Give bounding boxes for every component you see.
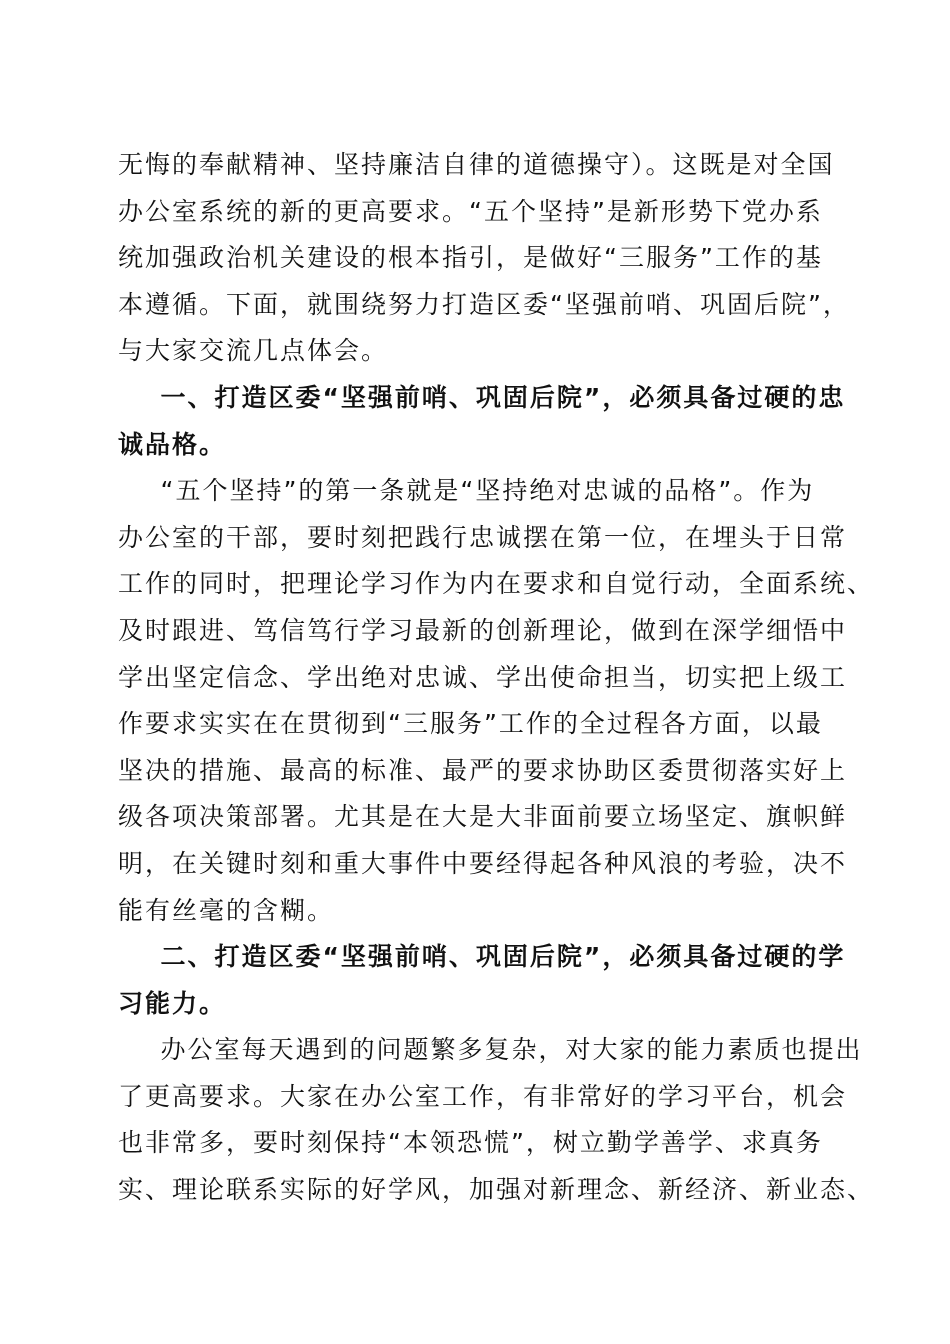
body-paragraph <box>118 1027 875 1213</box>
text-line: 级各项决策部署。尤其是在大是大非面前要立场坚定、旗帜鲜 <box>118 802 848 832</box>
text-line: 一、打造区委“坚强前哨、巩固后院”，必须具备过硬的忠 <box>160 382 846 412</box>
text-line: 本遵循。下面，就围绕努力打造区委“坚强前哨、巩固后院”， <box>118 289 850 319</box>
text-line: 作要求实实在在贯彻到“三服务”工作的全过程各方面，以最 <box>118 709 823 739</box>
body-paragraph <box>118 468 875 934</box>
text-line: 办公室系统的新的更高要求。“五个坚持”是新形势下党办系 <box>118 196 823 226</box>
text-line: 习能力。 <box>118 988 227 1018</box>
document-body <box>118 142 875 1214</box>
section-heading <box>118 934 846 1027</box>
text-line: 学出坚定信念、学出绝对忠诚、学出使命担当，切实把上级工 <box>118 662 848 692</box>
text-line: 也非常多，要时刻保持“本领恐慌”，树立勤学善学、求真务 <box>118 1128 823 1158</box>
text-line: 诚品格。 <box>118 429 227 459</box>
text-line: 明，在关键时刻和重大事件中要经得起各种风浪的考验，决不 <box>118 848 848 878</box>
text-line: 及时跟进、笃信笃行学习最新的创新理论，做到在深学细悟中 <box>118 615 848 645</box>
text-line: “五个坚持”的第一条就是“坚持绝对忠诚的品格”。作为 <box>160 476 815 506</box>
text-line: 二、打造区委“坚强前哨、巩固后院”，必须具备过硬的学 <box>160 942 846 972</box>
text-line: 坚决的措施、最高的标准、最严的要求协助区委贯彻落实好上 <box>118 755 848 785</box>
text-line: 了更高要求。大家在办公室工作，有非常好的学习平台，机会 <box>118 1081 848 1111</box>
text-line: 统加强政治机关建设的根本指引，是做好“三服务”工作的基 <box>118 243 823 273</box>
body-paragraph <box>118 142 850 375</box>
section-heading <box>118 375 846 468</box>
text-line: 与大家交流几点体会。 <box>118 336 389 366</box>
text-line: 无悔的奉献精神、坚持廉洁自律的道德操守）。这既是对全国 <box>118 150 835 179</box>
text-line: 办公室的干部，要时刻把践行忠诚摆在第一位，在埋头于日常 <box>118 522 848 552</box>
text-line: 办公室每天遇到的问题繁多复杂，对大家的能力素质也提出 <box>160 1035 863 1065</box>
text-line: 实、理论联系实际的好学风，加强对新理念、新经济、新业态、 <box>118 1175 875 1205</box>
text-line: 工作的同时，把理论学习作为内在要求和自觉行动，全面系统、 <box>118 569 875 599</box>
text-line: 能有丝毫的含糊。 <box>118 895 335 925</box>
